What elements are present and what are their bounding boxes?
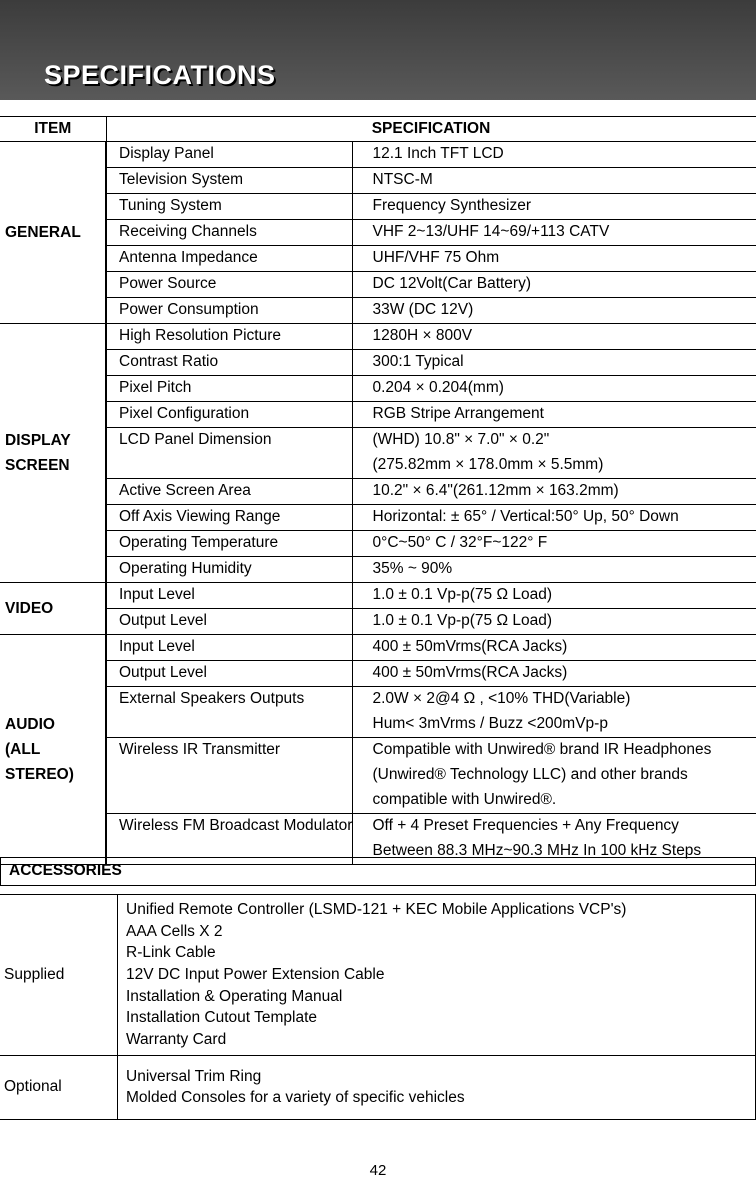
spec-value-line: Compatible with Unwired® brand IR Headphones: [372, 741, 712, 758]
category-label: GENERAL: [5, 224, 81, 241]
page-header: [0, 0, 756, 100]
accessory-item: AAA Cells X 2: [126, 922, 223, 940]
spec-name: External Speakers Outputs: [106, 687, 352, 738]
spec-value-line: 1.0 ± 0.1 Vp-p(75 Ω Load): [372, 612, 553, 629]
spec-value-line: (275.82mm × 178.0mm × 5.5mm): [372, 456, 604, 473]
spec-row: [0, 220, 756, 246]
spec-value: [352, 194, 756, 220]
spec-value: [352, 687, 756, 738]
spec-name: Power Consumption: [106, 298, 352, 324]
spec-name: Television System: [106, 168, 352, 194]
accessory-item: Unified Remote Controller (LSMD-121 + KEC Mobile Applications VCP's): [126, 901, 627, 919]
spec-row: [0, 505, 756, 531]
spec-value: [352, 298, 756, 324]
category-label: AUDIO: [5, 716, 55, 733]
spec-value-line: (WHD) 10.8" × 7.0" × 0.2": [372, 431, 550, 448]
spec-value-line: 12.1 Inch TFT LCD: [372, 145, 504, 162]
accessories-table: [0, 894, 756, 1120]
spec-value: [352, 609, 756, 635]
spec-value-line: RGB Stripe Arrangement: [372, 405, 544, 422]
spec-name: Output Level: [106, 661, 352, 687]
spec-value: [352, 505, 756, 531]
spec-value-line: DC 12Volt(Car Battery): [372, 275, 531, 292]
accessory-item: Installation & Operating Manual: [126, 987, 343, 1005]
spec-value: [352, 479, 756, 505]
spec-name: Output Level: [106, 609, 352, 635]
category-label: STEREO): [5, 766, 74, 783]
accessory-item: Installation Cutout Template: [126, 1009, 317, 1027]
spec-row: [0, 168, 756, 194]
spec-name: Pixel Pitch: [106, 376, 352, 402]
category-label: SCREEN: [5, 457, 70, 474]
accessory-group-label: Optional: [0, 1055, 118, 1119]
accessory-item: R-Link Cable: [126, 944, 216, 962]
category-cell: [0, 583, 106, 635]
spec-value-line: 0°C~50° C / 32°F~122° F: [372, 534, 548, 551]
spec-row: [0, 479, 756, 505]
spec-value-line: NTSC-M: [372, 171, 433, 188]
spec-value: [352, 557, 756, 583]
spec-value-line: Between 88.3 MHz~90.3 MHz In 100 kHz Steps: [372, 842, 702, 859]
spec-row: [0, 609, 756, 635]
spec-name: Contrast Ratio: [106, 350, 352, 376]
spec-value: [352, 635, 756, 661]
spec-name: Input Level: [106, 583, 352, 609]
accessory-item: Universal Trim Ring: [126, 1067, 262, 1085]
spec-value-line: compatible with Unwired®.: [372, 791, 557, 808]
spec-row: [0, 583, 756, 609]
accessory-item: 12V DC Input Power Extension Cable: [126, 966, 385, 984]
spec-value: [352, 142, 756, 168]
spec-value-line: Hum< 3mVrms / Buzz <200mVp-p: [372, 715, 608, 732]
spec-row: [0, 194, 756, 220]
spec-value: [352, 376, 756, 402]
spec-value: [352, 272, 756, 298]
spec-value: [352, 246, 756, 272]
spec-value: [352, 738, 756, 814]
accessory-group-label: Supplied: [0, 895, 118, 1056]
accessory-group-supplied: [0, 895, 756, 1056]
spec-name: Display Panel: [106, 142, 352, 168]
accessories-title: ACCESSORIES: [9, 862, 122, 879]
spec-row: [0, 687, 756, 738]
spec-name: Wireless FM Broadcast Modulator: [106, 814, 352, 865]
spec-row: [0, 298, 756, 324]
spec-row: [0, 738, 756, 814]
spec-value: [352, 428, 756, 479]
spec-row: [0, 324, 756, 350]
spec-value-line: (Unwired® Technology LLC) and other brands: [372, 766, 688, 783]
accessory-item: Warranty Card: [126, 1030, 227, 1048]
category-label: VIDEO: [5, 600, 54, 617]
category-label: DISPLAY: [5, 432, 71, 449]
accessory-items: [118, 1055, 756, 1119]
spec-name: LCD Panel Dimension: [106, 428, 352, 479]
spec-value: [352, 220, 756, 246]
spec-name: Wireless IR Transmitter: [106, 738, 352, 814]
spec-name: Tuning System: [106, 194, 352, 220]
spec-value: [352, 402, 756, 428]
spec-value-line: 400 ± 50mVrms(RCA Jacks): [372, 638, 568, 655]
spec-name: Operating Humidity: [106, 557, 352, 583]
spec-name: Pixel Configuration: [106, 402, 352, 428]
accessory-group-optional: [0, 1055, 756, 1119]
spec-value: [352, 168, 756, 194]
spec-row: [0, 428, 756, 479]
spec-value-line: 2.0W × 2@4 Ω , <10% THD(Variable): [372, 690, 631, 707]
specifications-table: [0, 116, 756, 865]
category-cell: [0, 142, 106, 324]
spec-row: [0, 142, 756, 168]
category-label: (ALL: [5, 741, 41, 758]
spec-value: [352, 583, 756, 609]
spec-row: [0, 350, 756, 376]
spec-value-line: VHF 2~13/UHF 14~69/+113 CATV: [372, 223, 610, 240]
spec-value-line: 10.2" × 6.4"(261.12mm × 163.2mm): [372, 482, 619, 499]
spec-value: [352, 350, 756, 376]
spec-value: [352, 531, 756, 557]
column-header-specification: SPECIFICATION: [106, 117, 756, 142]
accessory-items: [118, 895, 756, 1056]
spec-value-line: 1280H × 800V: [372, 327, 473, 344]
spec-row: [0, 635, 756, 661]
spec-row: [0, 402, 756, 428]
category-cell: [0, 324, 106, 583]
category-cell: [0, 635, 106, 865]
spec-value-line: 1.0 ± 0.1 Vp-p(75 Ω Load): [372, 586, 553, 603]
spec-value-line: Off + 4 Preset Frequencies + Any Frequency: [372, 817, 679, 834]
spec-value: [352, 661, 756, 687]
spec-name: Receiving Channels: [106, 220, 352, 246]
spec-value-line: UHF/VHF 75 Ohm: [372, 249, 500, 266]
spec-name: Power Source: [106, 272, 352, 298]
spec-row: [0, 661, 756, 687]
spec-name: High Resolution Picture: [106, 324, 352, 350]
spec-value: [352, 324, 756, 350]
spec-row: [0, 531, 756, 557]
spec-value-line: 400 ± 50mVrms(RCA Jacks): [372, 664, 568, 681]
spec-name: Input Level: [106, 635, 352, 661]
spec-row: [0, 246, 756, 272]
accessory-item: Molded Consoles for a variety of specific vehicles: [126, 1089, 465, 1107]
spec-name: Antenna Impedance: [106, 246, 352, 272]
spec-row: [0, 376, 756, 402]
spec-value-line: Frequency Synthesizer: [372, 197, 532, 214]
page-number: 42: [369, 1162, 387, 1179]
accessories-header: [0, 857, 756, 886]
spec-name: Off Axis Viewing Range: [106, 505, 352, 531]
spec-value-line: 300:1 Typical: [372, 353, 464, 370]
spec-value-line: 0.204 × 0.204(mm): [372, 379, 504, 396]
spec-name: Active Screen Area: [106, 479, 352, 505]
column-header-item: ITEM: [0, 117, 106, 142]
page-title: SPECIFICATIONS: [44, 60, 276, 90]
spec-value-line: 33W (DC 12V): [372, 301, 474, 318]
spec-value-line: Horizontal: ± 65° / Vertical:50° Up, 50° Down: [372, 508, 679, 525]
spec-row: [0, 557, 756, 583]
spec-value-line: 35% ~ 90%: [372, 560, 453, 577]
spec-row: [0, 272, 756, 298]
spec-name: Operating Temperature: [106, 531, 352, 557]
